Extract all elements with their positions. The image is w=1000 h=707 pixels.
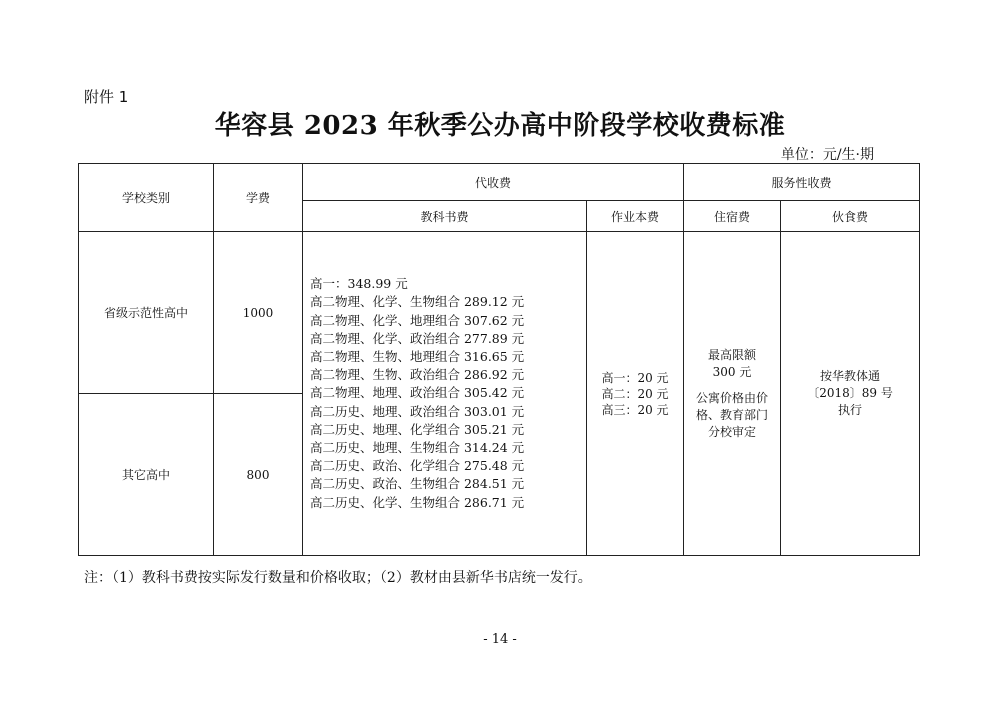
textbook-line: 高一：348.99 元 xyxy=(310,276,408,292)
tuition-cell: 1000 xyxy=(214,232,303,394)
header-homework-fee: 作业本费 xyxy=(587,201,684,232)
textbook-line: 高二历史、地理、生物组合 314.24 元 xyxy=(310,440,525,455)
textbook-line: 高二历史、地理、政治组合 303.01 元 xyxy=(310,403,525,419)
header-lodging-fee: 住宿费 xyxy=(684,201,781,232)
textbook-fee-cell xyxy=(303,232,587,556)
homework-line: 高二：20 元 xyxy=(601,386,669,401)
header-tuition: 学费 xyxy=(214,164,303,232)
textbook-line: 高二历史、政治、化学组合 275.48 元 xyxy=(310,458,525,474)
header-service-fees: 服务性收费 xyxy=(684,164,920,201)
header-meal-fee: 伙食费 xyxy=(781,201,920,232)
fee-table-container xyxy=(78,163,919,555)
lodging-line: 分校审定 xyxy=(708,424,757,439)
homework-line: 高三：20 元 xyxy=(601,402,669,417)
meal-line: 按华教体通 xyxy=(820,369,881,383)
textbook-line: 高二历史、政治、生物组合 284.51 元 xyxy=(310,476,525,492)
header-agency-fees: 代收费 xyxy=(303,164,684,201)
tuition-cell: 800 xyxy=(214,394,303,556)
unit-label: 单位：元/生·期 xyxy=(780,147,874,163)
fee-table xyxy=(78,163,920,556)
footnote: 注：（1）教科书费按实际发行数量和价格收取；（2）教材由县新华书店统一发行。 xyxy=(84,570,592,586)
meal-fee-cell xyxy=(781,232,920,556)
header-school-type: 学校类别 xyxy=(79,164,214,232)
attachment-label: 附件 1 xyxy=(84,88,129,106)
page-number: - 14 - xyxy=(483,632,517,647)
lodging-fee-cell xyxy=(684,232,781,556)
lodging-line: 格、教育部门 xyxy=(696,407,769,422)
meal-line: 执行 xyxy=(838,403,863,417)
textbook-line: 高二物理、地理、政治组合 305.42 元 xyxy=(310,385,525,401)
textbook-line: 高二物理、化学、政治组合 277.89 元 xyxy=(310,330,525,346)
lodging-line: 公寓价格由价 xyxy=(696,390,769,405)
lodging-line: 最高限额 xyxy=(708,347,757,362)
page-title: 华容县 2023 年秋季公办高中阶段学校收费标准 xyxy=(214,111,786,141)
textbook-line: 高二物理、生物、地理组合 316.65 元 xyxy=(310,348,525,364)
meal-line: 〔2018〕89 号 xyxy=(807,386,893,400)
homework-line: 高一：20 元 xyxy=(601,370,669,385)
textbook-line: 高二历史、地理、化学组合 305.21 元 xyxy=(310,421,525,437)
school-type-cell: 省级示范性高中 xyxy=(79,232,214,394)
textbook-line: 高二历史、化学、生物组合 286.71 元 xyxy=(310,494,525,510)
table-row xyxy=(79,232,920,394)
header-row-1 xyxy=(79,164,920,201)
textbook-line: 高二物理、化学、生物组合 289.12 元 xyxy=(310,294,525,310)
homework-fee-cell xyxy=(587,232,684,556)
lodging-line: 300 元 xyxy=(712,364,752,379)
school-type-cell: 其它高中 xyxy=(79,394,214,556)
textbook-line: 高二物理、生物、政治组合 286.92 元 xyxy=(310,367,525,383)
textbook-line: 高二物理、化学、地理组合 307.62 元 xyxy=(310,312,525,328)
header-textbook-fee: 教科书费 xyxy=(303,201,587,232)
